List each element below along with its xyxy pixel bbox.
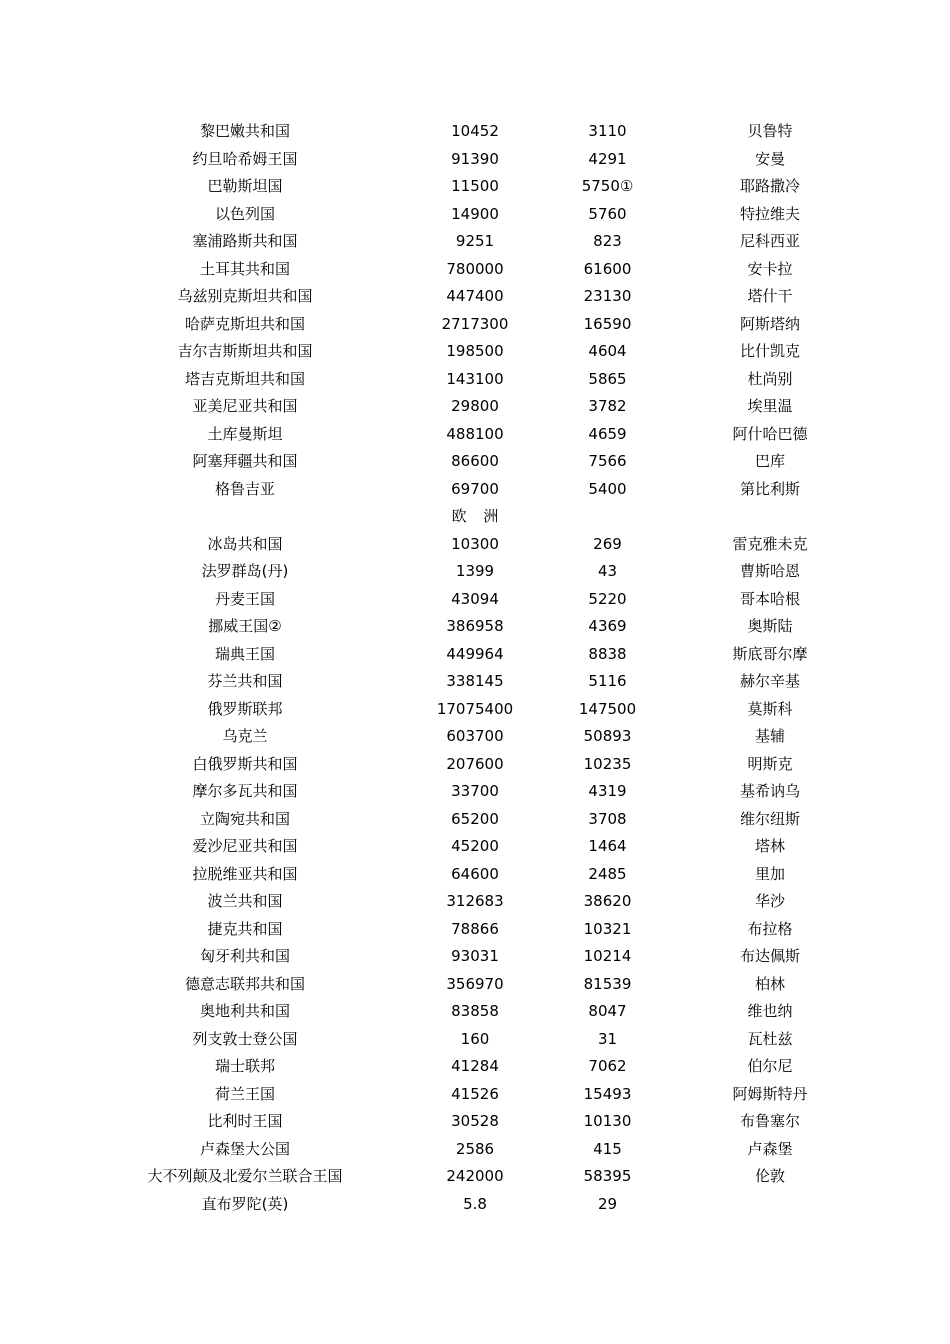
capital-cell: 特拉维夫: [739, 204, 800, 223]
country-name-cell: 乌克兰: [222, 727, 268, 745]
capital-cell: 比什凯克: [739, 342, 800, 360]
area-cell: 386958: [446, 617, 504, 635]
country-name-cell: 吉尔吉斯斯坦共和国: [177, 342, 313, 360]
table-row: [0, 1026, 950, 1054]
population-cell: 5116: [588, 672, 627, 690]
population-cell: 10214: [583, 947, 632, 965]
section-heading: 欧 洲: [451, 507, 505, 525]
capital-cell: 塔什干: [747, 287, 793, 305]
area-cell: 43094: [451, 589, 499, 608]
table-row: [0, 283, 950, 311]
country-name-cell: 约旦哈希姆王国: [192, 149, 298, 168]
country-name-cell: 捷克共和国: [207, 919, 283, 938]
capital-cell: 瓦杜兹: [747, 1029, 793, 1048]
country-name-cell: 土耳其共和国: [199, 259, 290, 278]
country-name-cell: 土库曼斯坦: [207, 424, 283, 443]
country-name-cell: 黎巴嫩共和国: [199, 122, 290, 140]
country-name-cell: 冰岛共和国: [207, 534, 283, 553]
area-cell: 780000: [446, 259, 504, 278]
population-cell: 38620: [583, 892, 632, 910]
population-cell: 5400: [588, 479, 627, 498]
population-cell: 823: [593, 232, 622, 250]
country-name-cell: 乌兹别克斯坦共和国: [177, 287, 313, 305]
table-row: [0, 1108, 950, 1136]
table-row: [0, 1081, 950, 1109]
country-name-cell: 法罗群岛(丹): [201, 562, 289, 580]
area-cell: 9251: [455, 232, 495, 250]
table-row: [0, 778, 950, 806]
capital-cell: 安曼: [754, 149, 785, 168]
capital-cell: 斯底哥尔摩: [732, 644, 808, 663]
area-cell: 1399: [455, 562, 495, 580]
capital-cell: 明斯克: [747, 754, 793, 773]
table-row: [0, 668, 950, 696]
area-cell: 69700: [451, 479, 499, 498]
capital-cell: 第比利斯: [739, 479, 800, 498]
country-name-cell: 摩尔多瓦共和国: [192, 782, 298, 800]
table-row: [0, 228, 950, 256]
table-row: [0, 146, 950, 174]
population-cell: 15493: [583, 1084, 632, 1103]
table-row: [0, 118, 950, 146]
country-name-cell: 卢森堡大公国: [199, 1139, 290, 1158]
capital-cell: 曹斯哈恩: [739, 562, 800, 580]
country-name-cell: 奥地利共和国: [199, 1002, 290, 1020]
capital-cell: [690, 1191, 850, 1219]
area-cell: 91390: [451, 149, 499, 168]
population-cell: 3782: [588, 397, 627, 415]
capital-cell: 赫尔辛基: [739, 672, 800, 690]
table-row: [0, 311, 950, 339]
area-cell: 86600: [451, 452, 499, 470]
capital-cell: 里加: [754, 864, 785, 883]
country-table: [0, 118, 950, 1218]
capital-cell: 哥本哈根: [739, 589, 800, 608]
population-cell: 43: [597, 562, 618, 580]
capital-cell: 奥斯陆: [747, 617, 793, 635]
table-row: [0, 943, 950, 971]
area-cell: 312683: [446, 892, 504, 910]
country-name-cell: 德意志联邦共和国: [184, 974, 305, 993]
table-row: [0, 751, 950, 779]
population-cell: 10235: [583, 754, 632, 773]
table-row: [0, 201, 950, 229]
table-row: [0, 173, 950, 201]
area-cell: 2586: [455, 1139, 495, 1158]
table-row: [0, 421, 950, 449]
area-cell: 242000: [446, 1167, 504, 1185]
population-cell: 10321: [583, 919, 632, 938]
country-name-cell: 格鲁吉亚: [214, 479, 275, 498]
population-cell: 23130: [583, 287, 632, 305]
table-row: [0, 641, 950, 669]
capital-cell: 基希讷乌: [739, 782, 800, 800]
section-heading-row: [0, 503, 950, 531]
area-cell: 143100: [446, 369, 504, 388]
population-cell: 4369: [588, 617, 627, 635]
capital-cell: 维也纳: [747, 1002, 793, 1020]
table-row: [0, 1053, 950, 1081]
table-row: [0, 998, 950, 1026]
area-cell: 33700: [451, 782, 499, 800]
area-cell: 603700: [446, 727, 504, 745]
capital-cell: 安卡拉: [747, 259, 793, 278]
area-cell: 10452: [451, 122, 499, 140]
country-name-cell: 大不列颠及北爱尔兰联合王国: [147, 1167, 343, 1185]
population-cell: 5220: [588, 589, 627, 608]
table-row: [0, 393, 950, 421]
capital-cell: 莫斯科: [747, 699, 793, 718]
table-row: [0, 916, 950, 944]
capital-cell: 埃里温: [747, 397, 793, 415]
capital-cell: 阿什哈巴德: [732, 424, 808, 443]
area-cell: 93031: [451, 947, 499, 965]
table-row: [0, 531, 950, 559]
capital-cell: 阿姆斯特丹: [732, 1084, 808, 1103]
country-name-cell: 俄罗斯联邦: [207, 699, 283, 718]
capital-cell: 尼科西亚: [739, 232, 800, 250]
table-row: [0, 476, 950, 504]
table-row: [0, 1163, 950, 1191]
country-name-cell: 立陶宛共和国: [199, 809, 290, 828]
table-row: [0, 338, 950, 366]
country-name-cell: 荷兰王国: [214, 1084, 275, 1103]
country-name-cell: 巴勒斯坦国: [207, 177, 283, 195]
capital-cell: 卢森堡: [747, 1139, 793, 1158]
table-row: [0, 256, 950, 284]
area-cell: 449964: [446, 644, 504, 663]
capital-cell: 基辅: [754, 727, 785, 745]
country-name-cell: 亚美尼亚共和国: [192, 397, 298, 415]
country-name-cell: 瑞典王国: [214, 644, 275, 663]
table-row: [0, 558, 950, 586]
area-cell: 2717300: [441, 314, 509, 333]
capital-cell: 柏林: [754, 974, 785, 993]
area-cell: 10300: [451, 534, 499, 553]
table-row: [0, 861, 950, 889]
population-cell: 58395: [583, 1167, 632, 1185]
table-row: [0, 806, 950, 834]
area-cell: 356970: [446, 974, 504, 993]
population-cell: 415: [593, 1139, 622, 1158]
area-cell: 14900: [451, 204, 499, 223]
area-cell: 83858: [451, 1002, 499, 1020]
population-cell: 81539: [583, 974, 632, 993]
area-cell: 45200: [451, 837, 499, 855]
area-cell: 17075400: [436, 699, 514, 718]
capital-cell: 杜尚别: [747, 369, 793, 388]
area-cell: 29800: [451, 397, 499, 415]
country-name-cell: 瑞士联邦: [214, 1057, 275, 1075]
population-cell: 29: [597, 1194, 618, 1213]
country-name-cell: 直布罗陀(英): [201, 1194, 289, 1213]
population-cell: 269: [593, 534, 622, 553]
population-cell: 4659: [588, 424, 627, 443]
population-cell: 5760: [588, 204, 627, 223]
area-cell: 338145: [446, 672, 504, 690]
population-cell: 1464: [588, 837, 627, 855]
capital-cell: 布拉格: [747, 919, 793, 938]
area-cell: 64600: [451, 864, 499, 883]
capital-cell: 伦敦: [754, 1167, 785, 1185]
population-cell: 8838: [588, 644, 627, 663]
population-cell: 10130: [583, 1112, 632, 1130]
capital-cell: 伯尔尼: [747, 1057, 793, 1075]
area-cell: 65200: [451, 809, 499, 828]
capital-cell: 布鲁塞尔: [739, 1112, 800, 1130]
capital-cell: 阿斯塔纳: [739, 314, 800, 333]
capital-cell: 雷克雅未克: [732, 534, 808, 553]
table-row: [0, 971, 950, 999]
area-cell: 207600: [446, 754, 504, 773]
country-name-cell: 匈牙利共和国: [199, 947, 290, 965]
capital-cell: 塔林: [754, 837, 785, 855]
capital-cell: 巴库: [754, 452, 785, 470]
area-cell: 78866: [451, 919, 499, 938]
country-name-cell: 芬兰共和国: [207, 672, 283, 690]
population-cell: 4319: [588, 782, 627, 800]
population-cell: 2485: [588, 864, 627, 883]
capital-cell: 维尔纽斯: [739, 809, 800, 828]
table-row: [0, 696, 950, 724]
country-name-cell: 挪威王国②: [208, 617, 282, 635]
population-cell: 8047: [588, 1002, 627, 1020]
population-cell: 7566: [588, 452, 627, 470]
country-name-cell: 列支敦士登公国: [192, 1029, 298, 1048]
table-row: [0, 613, 950, 641]
area-cell: 198500: [446, 342, 504, 360]
table-row: [0, 366, 950, 394]
population-cell: 5865: [588, 369, 627, 388]
country-name-cell: 哈萨克斯坦共和国: [184, 314, 305, 333]
population-cell: 16590: [583, 314, 632, 333]
country-name-cell: 丹麦王国: [214, 589, 275, 608]
capital-cell: 布达佩斯: [739, 947, 800, 965]
country-name-cell: 以色列国: [214, 204, 275, 223]
area-cell: 447400: [446, 287, 504, 305]
population-cell: 3110: [588, 122, 627, 140]
area-cell: 11500: [451, 177, 499, 195]
table-row: [0, 833, 950, 861]
country-name-cell: 白俄罗斯共和国: [192, 754, 298, 773]
population-cell: 31: [597, 1029, 618, 1048]
population-cell: 4291: [588, 149, 627, 168]
capital-cell: 华沙: [754, 892, 785, 910]
area-cell: 488100: [446, 424, 504, 443]
population-cell: 147500: [578, 699, 637, 718]
area-cell: 41284: [451, 1057, 499, 1075]
area-cell: 160: [460, 1029, 490, 1048]
population-cell: 4604: [588, 342, 627, 360]
country-name-cell: 塞浦路斯共和国: [192, 232, 298, 250]
table-row: [0, 723, 950, 751]
table-row: [0, 888, 950, 916]
country-name-cell: 塔吉克斯坦共和国: [184, 369, 305, 388]
table-row: [0, 448, 950, 476]
area-cell: 41526: [451, 1084, 499, 1103]
capital-cell: 贝鲁特: [747, 122, 793, 140]
population-cell: 50893: [583, 727, 632, 745]
country-name-cell: 拉脱维亚共和国: [192, 864, 298, 883]
capital-cell: 耶路撒冷: [739, 177, 800, 195]
area-cell: 30528: [451, 1112, 499, 1130]
population-cell: 5750①: [581, 177, 634, 195]
country-name-cell: 阿塞拜疆共和国: [192, 452, 298, 470]
population-cell: 61600: [583, 259, 632, 278]
table-row: [0, 1191, 950, 1219]
country-name-cell: 比利时王国: [207, 1112, 283, 1130]
area-cell: 5.8: [463, 1194, 487, 1213]
table-row: [0, 586, 950, 614]
population-cell: 7062: [588, 1057, 627, 1075]
population-cell: 3708: [588, 809, 627, 828]
country-name-cell: 波兰共和国: [207, 892, 283, 910]
table-row: [0, 1136, 950, 1164]
country-name-cell: 爱沙尼亚共和国: [192, 837, 298, 855]
